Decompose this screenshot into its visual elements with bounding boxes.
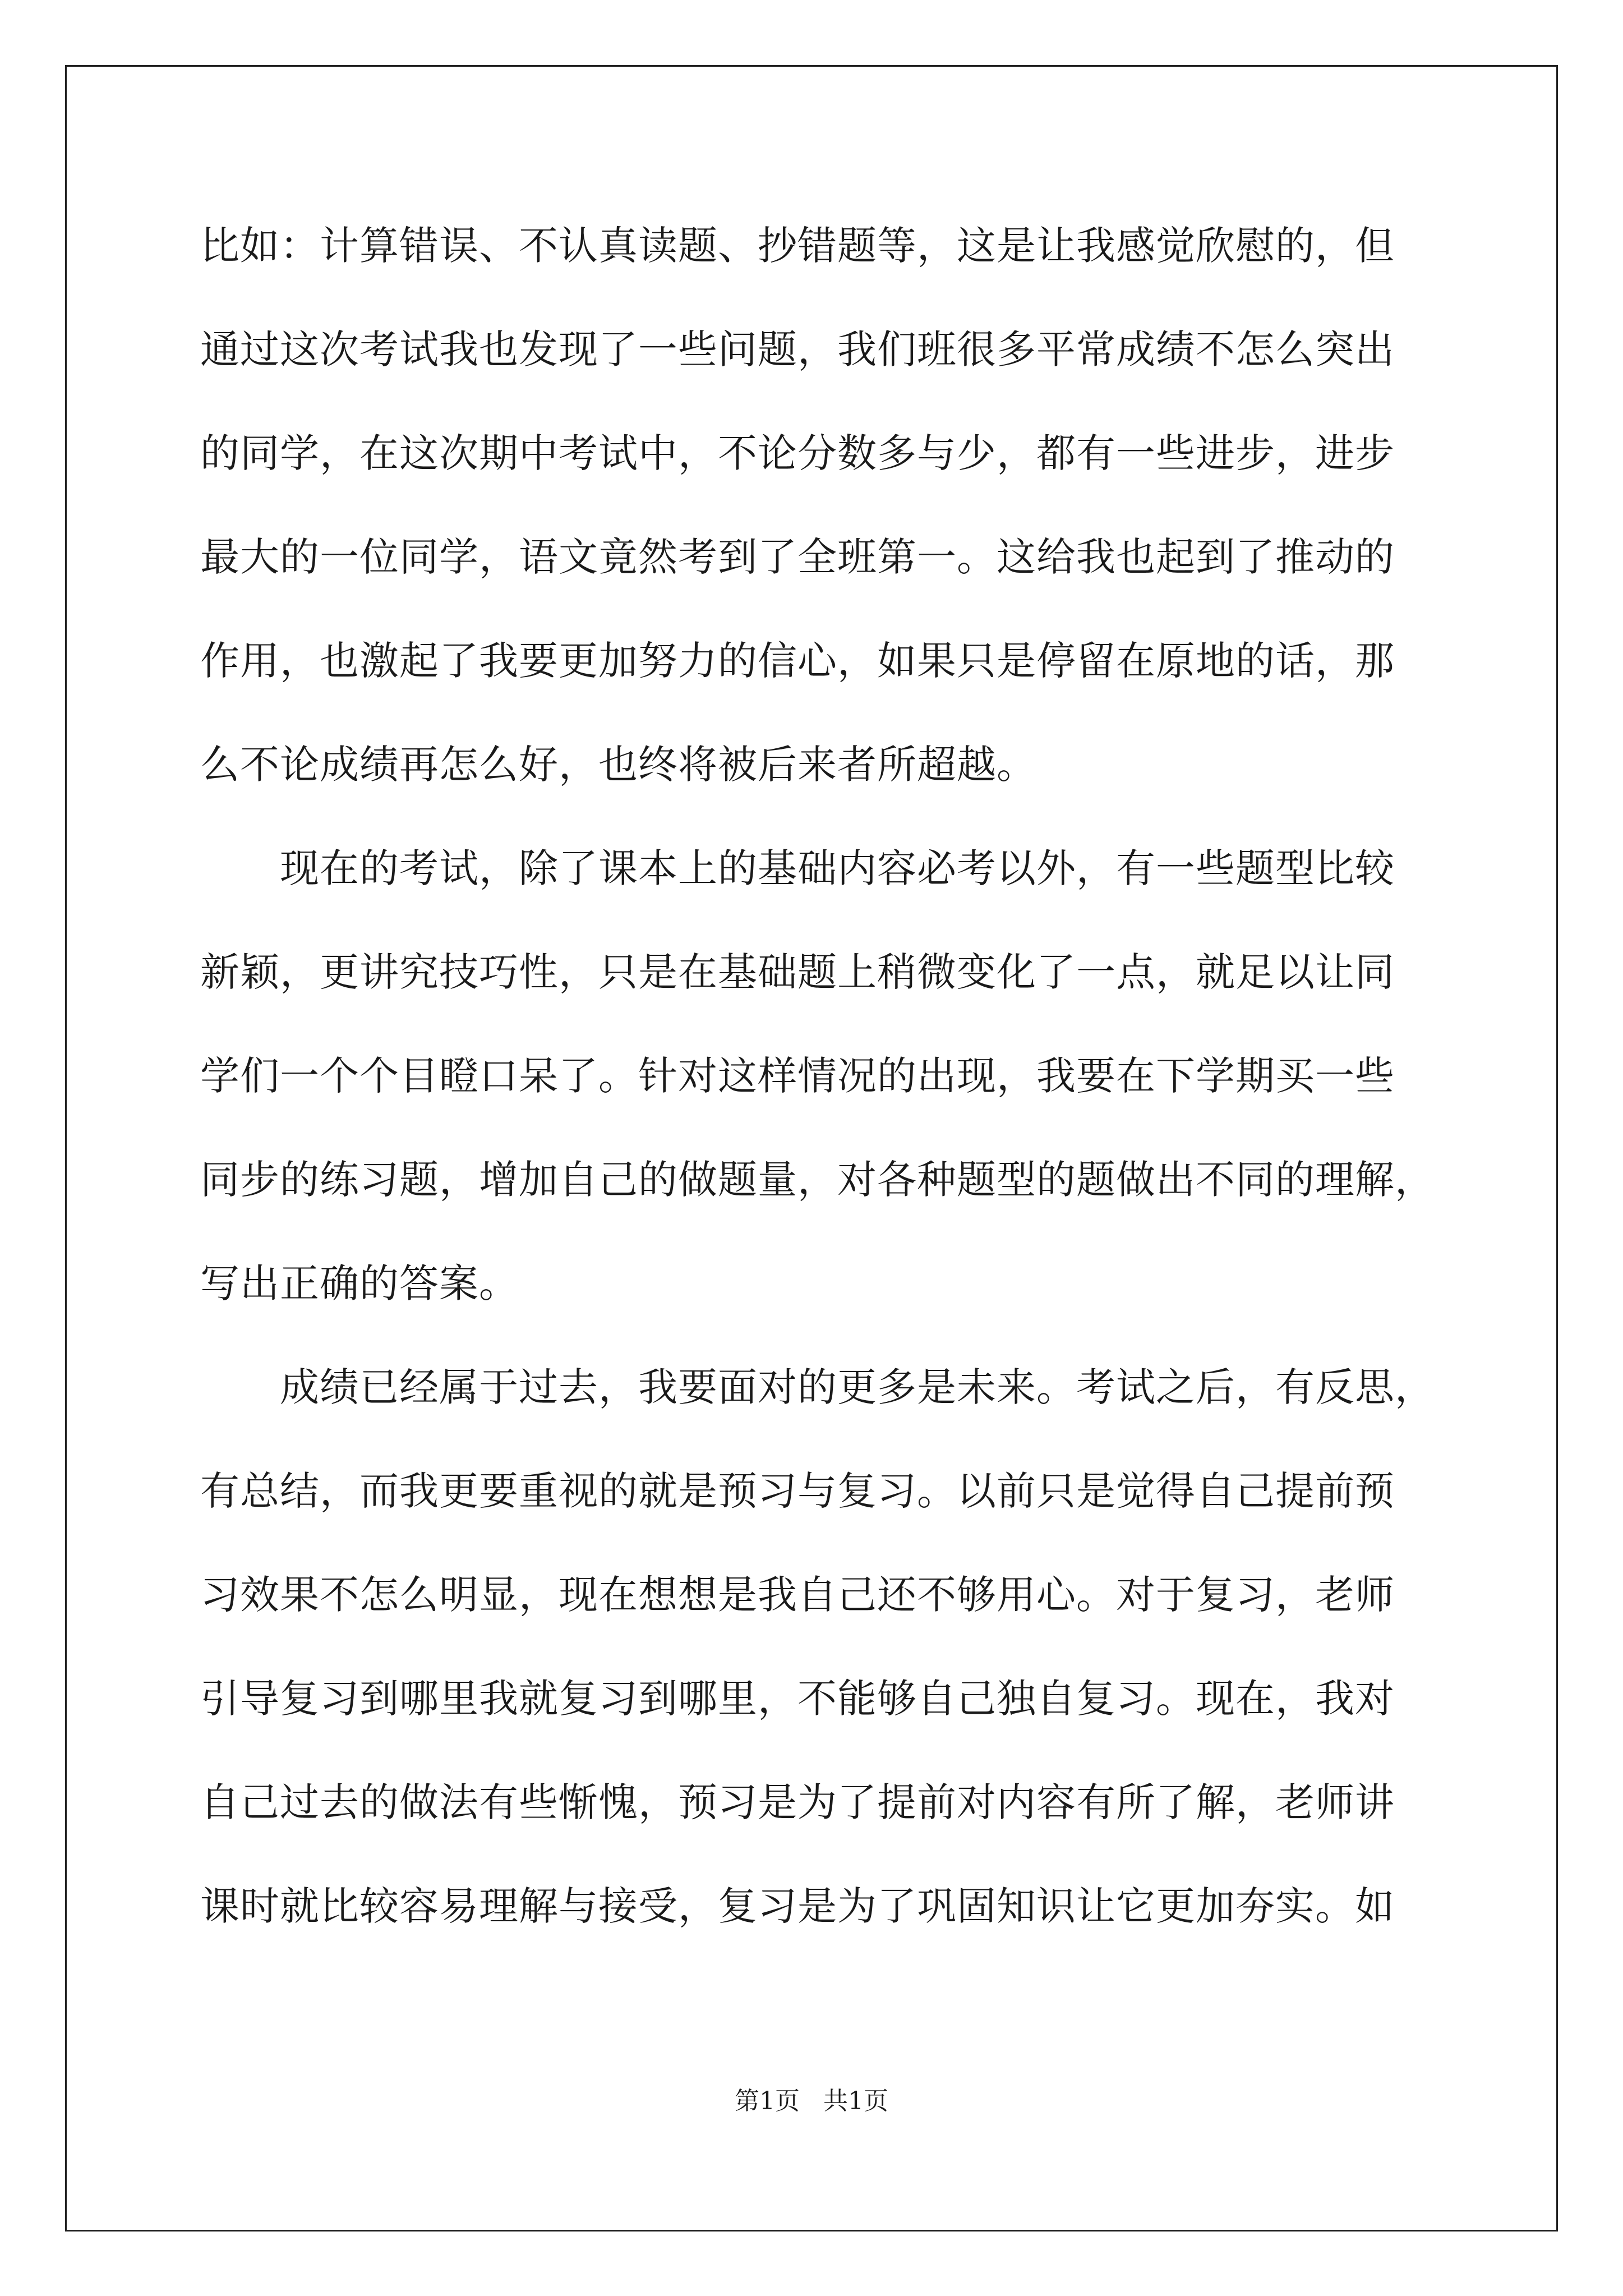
- text-line: 比如：计算错误、不认真读题、抄错题等，这是让我感觉欣慰的，但: [200, 223, 1395, 269]
- text-line: 的同学，在这次期中考试中，不论分数多与少，都有一些进步，进步: [200, 430, 1395, 476]
- text-line: 同步的练习题，增加自己的做题量，对各种题型的题做出不同的理解，: [200, 1157, 1435, 1203]
- text-line: 么不论成绩再怎么好，也终将被后来者所超越。: [200, 742, 1036, 788]
- text-line: 有总结，而我更要重视的就是预习与复习。以前只是觉得自己提前预: [200, 1468, 1395, 1514]
- page-number-footer: 第1页 共1页: [735, 2087, 888, 2115]
- text-line: 习效果不怎么明显，现在想想是我自己还不够用心。对于复习，老师: [200, 1572, 1395, 1618]
- text-line: 写出正确的答案。: [200, 1260, 519, 1306]
- text-line: 现在的考试，除了课本上的基础内容必考以外，有一些题型比较: [200, 845, 1395, 891]
- text-line: 成绩已经属于过去，我要面对的更多是未来。考试之后，有反思，: [200, 1364, 1435, 1410]
- text-line: 新颖，更讲究技巧性，只是在基础题上稍微变化了一点，就足以让同: [200, 949, 1395, 995]
- text-line: 作用，也激起了我要更加努力的信心，如果只是停留在原地的话，那: [200, 638, 1395, 684]
- text-line: 通过这次考试我也发现了一些问题，我们班很多平常成绩不怎么突出: [200, 326, 1395, 372]
- text-line: 学们一个个目瞪口呆了。针对这样情况的出现，我要在下学期买一些: [200, 1053, 1395, 1099]
- text-line: 自己过去的做法有些惭愧，预习是为了提前对内容有所了解，老师讲: [200, 1779, 1395, 1825]
- text-line: 引导复习到哪里我就复习到哪里，不能够自己独自复习。现在，我对: [200, 1676, 1395, 1722]
- text-line: 课时就比较容易理解与接受，复习是为了巩固知识让它更加夯实。如: [200, 1883, 1395, 1929]
- text-line: 最大的一位同学，语文竟然考到了全班第一。这给我也起到了推动的: [200, 534, 1395, 580]
